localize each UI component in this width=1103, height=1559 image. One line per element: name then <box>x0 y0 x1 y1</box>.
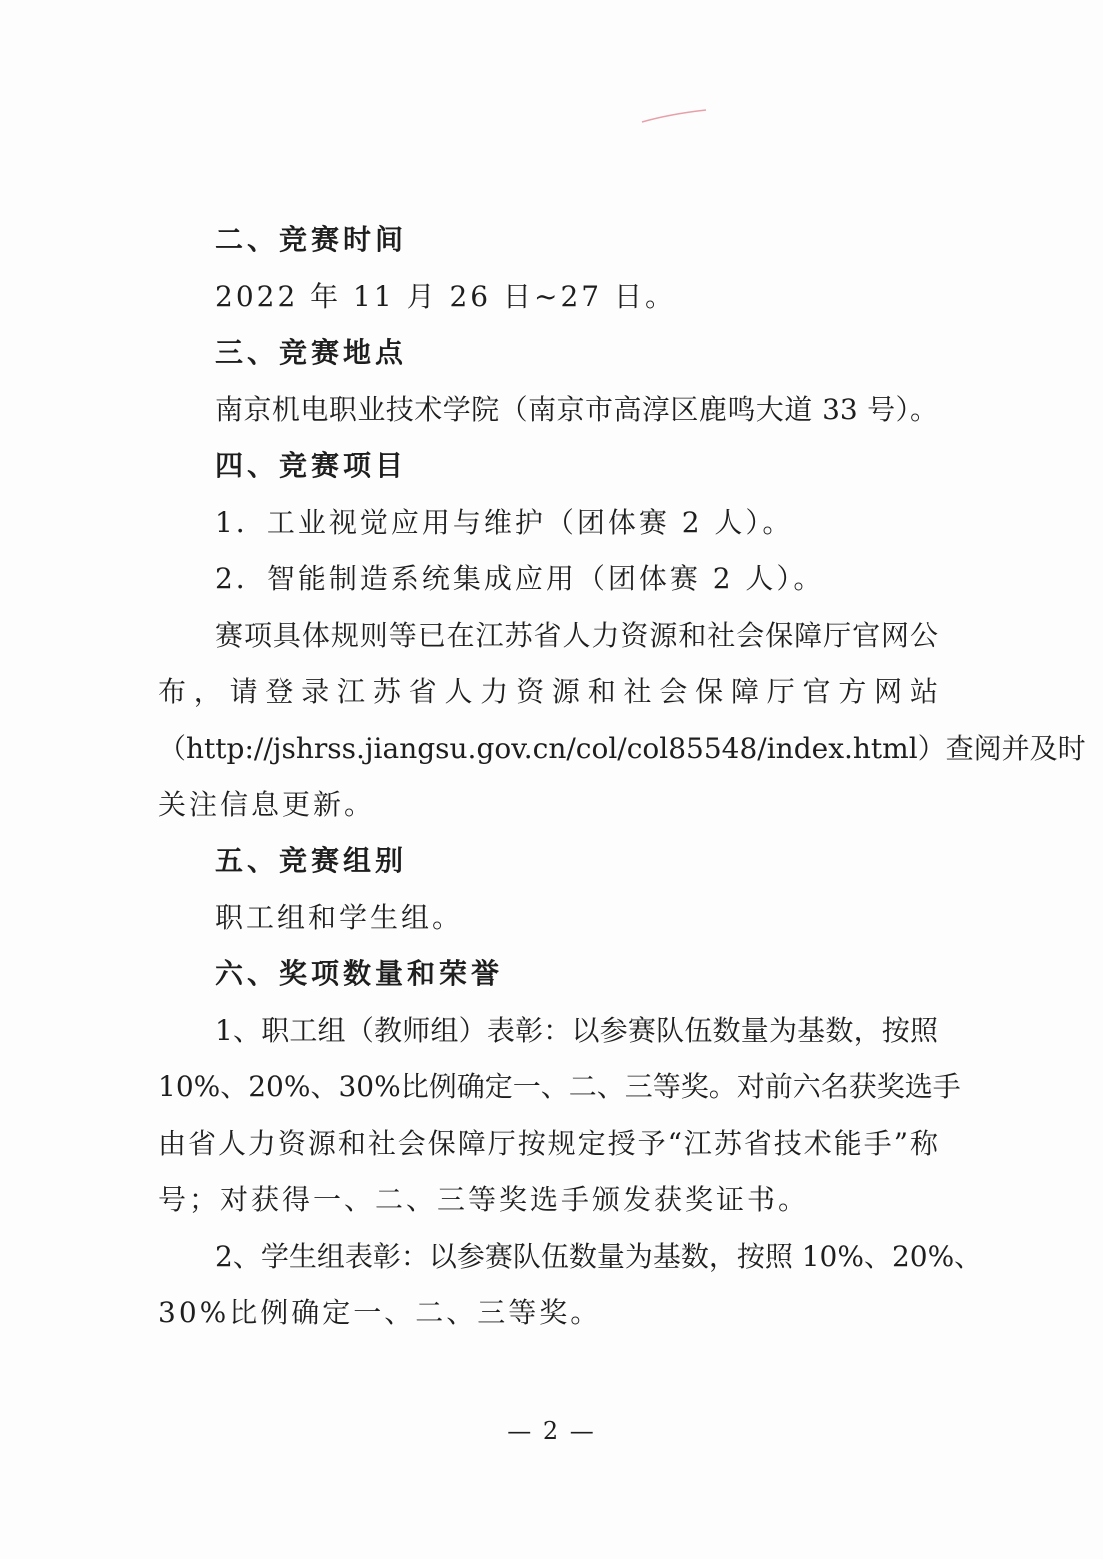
rules-paragraph-line: 关注信息更新。 <box>158 788 376 821</box>
award-paragraph-line: 由省人力资源和社会保障厅按规定授予“江苏省技术能手”称 <box>158 1127 938 1160</box>
competition-groups: 职工组和学生组。 <box>215 901 464 934</box>
student-award-line: 30%比例确定一、二、三等奖。 <box>158 1296 602 1329</box>
section-heading-events: 四、竞赛项目 <box>215 449 408 482</box>
rules-paragraph-url-line: （http://jshrss.jiangsu.gov.cn/col/col85548/index.html）查阅并及时 <box>158 732 1086 765</box>
competition-location: 南京机电职业技术学院（南京市高淳区鹿鸣大道 33 号）。 <box>215 393 938 426</box>
section-heading-time: 二、竞赛时间 <box>215 223 408 256</box>
section-heading-groups: 五、竞赛组别 <box>215 844 408 877</box>
award-paragraph-line: 号；对获得一、二、三等奖选手颁发获奖证书。 <box>158 1183 810 1216</box>
competition-time: 2022 年 11 月 26 日~27 日。 <box>215 280 677 313</box>
section-heading-awards: 六、奖项数量和荣誉 <box>215 957 504 990</box>
award-paragraph-line: 1、职工组（教师组）表彰：以参赛队伍数量为基数，按照 <box>215 1014 938 1047</box>
event-item-2: 2．智能制造系统集成应用（团体赛 2 人）。 <box>215 562 825 595</box>
page-number: — 2 — <box>507 1417 596 1445</box>
award-paragraph-line: 10%、20%、30%比例确定一、二、三等奖。对前六名获奖选手 <box>158 1070 961 1103</box>
student-award-line: 2、学生组表彰：以参赛队伍数量为基数，按照 10%、20%、 <box>215 1240 983 1273</box>
rules-paragraph-line: 赛项具体规则等已在江苏省人力资源和社会保障厅官网公 <box>215 619 938 652</box>
event-item-1: 1．工业视觉应用与维护（团体赛 2 人）。 <box>215 506 794 539</box>
stamp-mark <box>640 108 710 128</box>
section-heading-location: 三、竞赛地点 <box>215 336 408 369</box>
rules-paragraph-line: 布，请登录江苏省人力资源和社会保障厅官方网站 <box>158 675 938 708</box>
